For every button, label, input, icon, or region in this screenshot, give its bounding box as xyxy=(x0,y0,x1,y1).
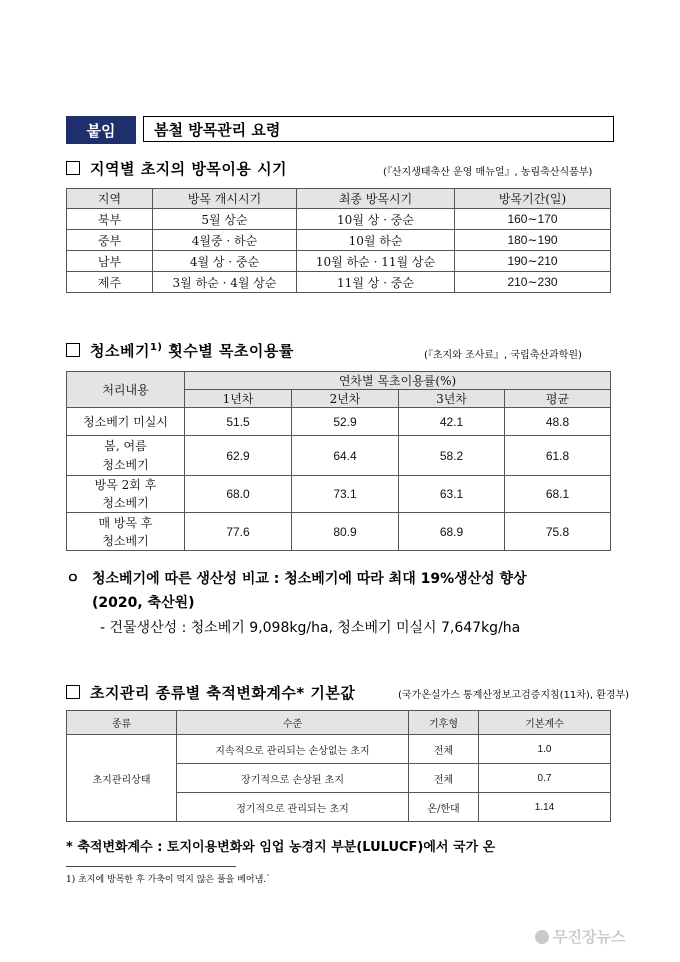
row-label-line: 청소베기 xyxy=(102,533,149,548)
table-cell: 68.9 xyxy=(399,513,505,551)
utilization-table xyxy=(66,371,611,551)
checkbox-square-icon xyxy=(66,343,80,357)
row-label xyxy=(67,476,185,513)
table-row xyxy=(67,251,611,272)
table-row xyxy=(67,408,611,436)
table-cell: 80.9 xyxy=(292,513,399,551)
table-cell: 11월 상 · 중순 xyxy=(297,272,455,293)
table-cell: 장기적으로 손상된 초지 xyxy=(177,764,409,793)
watermark xyxy=(535,926,625,947)
section2-source: (『초지와 조사료』, 국립축산과학원) xyxy=(424,350,582,361)
table-cell: 1.14 xyxy=(479,793,611,822)
table-cell: 남부 xyxy=(67,251,153,272)
table-cell: 58.2 xyxy=(399,436,505,476)
table-cell: 61.8 xyxy=(505,436,611,476)
table-cell: 1.0 xyxy=(479,735,611,764)
table-cell: 10월 상 · 중순 xyxy=(297,209,455,230)
col-header: 평균 xyxy=(505,390,611,408)
col-header: 3년차 xyxy=(399,390,505,408)
row-label-line: 청소베기 xyxy=(102,496,149,510)
table-cell: 62.9 xyxy=(185,436,292,476)
row-label xyxy=(67,436,185,476)
row-label xyxy=(67,513,185,551)
footnote-divider xyxy=(66,866,236,867)
bullet-mark: ㅇ xyxy=(66,571,80,587)
definition-note: * 축적변화계수 : 토지이용변화와 임업 농경지 부분(LULUCF)에서 국가 온 xyxy=(66,840,496,855)
table-row xyxy=(67,272,611,293)
table-cell: 3월 하순 · 4월 상순 xyxy=(153,272,297,293)
table-cell: 0.7 xyxy=(479,764,611,793)
table-cell: 63.1 xyxy=(399,476,505,513)
table-cell: 10월 하순 · 11월 상순 xyxy=(297,251,455,272)
bullet-line xyxy=(66,568,527,588)
table-row xyxy=(67,209,611,230)
row-label xyxy=(67,408,185,436)
col-header: 2년차 xyxy=(292,390,399,408)
section1-heading xyxy=(66,158,287,179)
table-cell: 52.9 xyxy=(292,408,399,436)
watermark-logo-icon xyxy=(535,930,549,944)
table-row xyxy=(67,436,611,476)
col-header: 처리내용 xyxy=(67,372,185,408)
table-cell: 42.1 xyxy=(399,408,505,436)
table-cell: 77.6 xyxy=(185,513,292,551)
section2-heading xyxy=(66,340,294,361)
table-cell: 5월 상순 xyxy=(153,209,297,230)
col-header: 방목기간(일) xyxy=(455,189,611,209)
document-title: 봄철 방목관리 요령 xyxy=(143,116,614,142)
category-cell: 초지관리상태 xyxy=(67,735,177,822)
table-cell: 북부 xyxy=(67,209,153,230)
row-label-line: 매 방목 후 xyxy=(98,515,153,530)
section3-title: 초지관리 종류별 축적변화계수* 기본값 xyxy=(90,684,356,702)
table-cell: 210∼230 xyxy=(455,272,611,293)
section2-title-rest: 횟수별 목초이용률 xyxy=(168,342,294,360)
table-cell: 160∼170 xyxy=(455,209,611,230)
stock-change-table xyxy=(66,710,611,822)
checkbox-square-icon xyxy=(66,685,80,699)
col-header: 지역 xyxy=(67,189,153,209)
table-row xyxy=(67,476,611,513)
table-cell: 64.4 xyxy=(292,436,399,476)
table-cell: 68.0 xyxy=(185,476,292,513)
section1-source: (『산지생태축산 운영 매뉴얼』, 농림축산식품부) xyxy=(383,167,593,178)
table-cell: 48.8 xyxy=(505,408,611,436)
table-cell: 지속적으로 관리되는 손상없는 초지 xyxy=(177,735,409,764)
bullet-text: 청소베기에 따른 생산성 비교 : 청소베기에 따라 최대 19%생산성 향상 xyxy=(92,571,527,587)
row-label-line: 청소베기 xyxy=(102,457,149,472)
table-row xyxy=(67,230,611,251)
col-header: 방목 개시시기 xyxy=(153,189,297,209)
col-header: 최종 방목시기 xyxy=(297,189,455,209)
grazing-period-table xyxy=(66,188,611,293)
table-cell: 190∼210 xyxy=(455,251,611,272)
bullet-sub-line: - 건물생산성 : 청소베기 9,098kg/ha, 청소베기 미실시 7,647kg/ha xyxy=(100,620,521,636)
row-label-line: 봄, 여름 xyxy=(104,438,147,453)
section1-title: 지역별 초지의 방목이용 시기 xyxy=(90,160,288,178)
col-header: 종류 xyxy=(67,711,177,735)
watermark-text: 무진장뉴스 xyxy=(553,928,626,946)
table-row xyxy=(67,735,611,764)
table-cell: 중부 xyxy=(67,230,153,251)
section3-source: (국가온실가스 통계산정보고검증지침(11차), 환경부) xyxy=(398,690,630,701)
bullet-line-2: (2020, 축산원) xyxy=(92,595,195,611)
col-header: 수준 xyxy=(177,711,409,735)
section3-heading xyxy=(66,682,355,703)
row-label-line: 방목 2회 후 xyxy=(94,478,157,492)
table-cell: 73.1 xyxy=(292,476,399,513)
table-cell: 온/한대 xyxy=(409,793,479,822)
col-header: 1년차 xyxy=(185,390,292,408)
table-cell: 제주 xyxy=(67,272,153,293)
footnote-ref: 1) xyxy=(149,342,163,353)
checkbox-square-icon xyxy=(66,161,80,175)
table-cell: 전체 xyxy=(409,735,479,764)
table-cell: 51.5 xyxy=(185,408,292,436)
attachment-tag: 붙임 xyxy=(66,116,136,144)
row-label-line: 청소베기 미실시 xyxy=(83,415,168,429)
col-group-header: 연차별 목초이용률(%) xyxy=(185,372,611,390)
table-cell: 75.8 xyxy=(505,513,611,551)
table-cell: 4월중 · 하순 xyxy=(153,230,297,251)
table-cell: 4월 상 · 중순 xyxy=(153,251,297,272)
table-cell: 180∼190 xyxy=(455,230,611,251)
footnote: 1) 초지에 방목한 후 가축이 먹지 않은 풀을 베어냄.` xyxy=(66,875,271,885)
col-header: 기본계수 xyxy=(479,711,611,735)
table-cell: 68.1 xyxy=(505,476,611,513)
section2-title: 청소베기 xyxy=(90,342,150,360)
table-row xyxy=(67,513,611,551)
table-cell: 전체 xyxy=(409,764,479,793)
col-header: 기후형 xyxy=(409,711,479,735)
table-cell: 정기적으로 관리되는 초지 xyxy=(177,793,409,822)
table-cell: 10월 하순 xyxy=(297,230,455,251)
